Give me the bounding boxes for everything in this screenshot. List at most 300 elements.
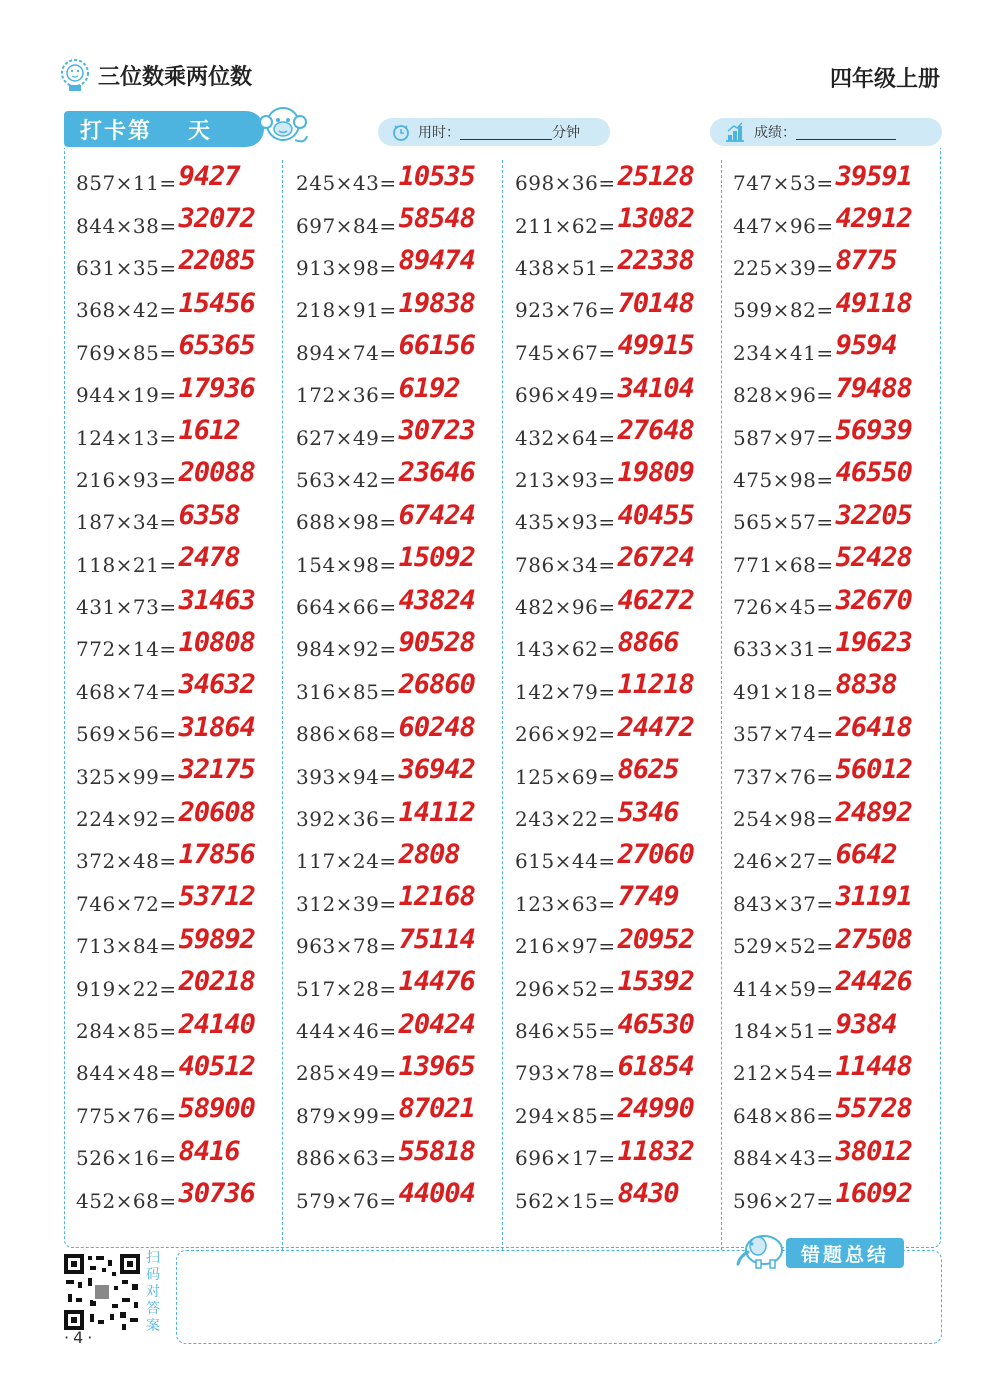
problem-row xyxy=(296,967,510,1009)
problem-row xyxy=(296,544,510,586)
problem-row xyxy=(76,840,290,882)
handwritten-answer[interactable]: 25128 xyxy=(617,160,694,192)
handwritten-answer[interactable]: 2478 xyxy=(178,542,240,574)
problem-expression: 124×13= xyxy=(76,425,177,450)
problem-expression: 599×82= xyxy=(733,298,834,323)
problem-expression: 211×62= xyxy=(515,213,616,238)
handwritten-answer[interactable]: 20952 xyxy=(617,923,694,955)
problem-row xyxy=(515,204,729,246)
problem-row xyxy=(296,1095,510,1137)
problem-row xyxy=(515,374,729,416)
handwritten-answer[interactable]: 58548 xyxy=(398,203,475,235)
problem-expression: 475×98= xyxy=(733,467,834,492)
handwritten-answer[interactable]: 32072 xyxy=(178,203,255,235)
problem-expression: 435×93= xyxy=(515,510,616,535)
problem-row xyxy=(76,332,290,374)
problem-row xyxy=(296,162,510,204)
handwritten-answer[interactable]: 31463 xyxy=(178,584,255,616)
problem-row xyxy=(76,501,290,543)
problem-row xyxy=(296,713,510,755)
handwritten-answer[interactable]: 13082 xyxy=(617,203,694,235)
handwritten-answer[interactable]: 32205 xyxy=(835,499,912,531)
lion-icon xyxy=(60,58,90,92)
problem-row xyxy=(515,840,729,882)
handwritten-answer[interactable]: 43824 xyxy=(398,584,475,616)
handwritten-answer[interactable]: 67424 xyxy=(398,499,475,531)
problem-expression: 444×46= xyxy=(296,1019,397,1043)
problem-row xyxy=(76,162,290,204)
handwritten-answer[interactable]: 15456 xyxy=(178,287,255,319)
handwritten-answer[interactable]: 30723 xyxy=(398,415,475,447)
handwritten-answer[interactable]: 14476 xyxy=(398,966,475,998)
handwritten-answer[interactable]: 11218 xyxy=(617,669,694,701)
problem-row xyxy=(733,544,947,586)
handwritten-answer[interactable]: 1612 xyxy=(178,415,240,447)
problem-expression: 118×21= xyxy=(76,552,177,577)
problem-expression: 857×11= xyxy=(76,171,177,196)
handwritten-answer[interactable]: 46550 xyxy=(835,457,912,489)
problem-expression: 526×16= xyxy=(76,1146,177,1171)
problem-row xyxy=(515,883,729,925)
handwritten-answer[interactable]: 31191 xyxy=(835,881,912,913)
handwritten-answer[interactable]: 26418 xyxy=(835,711,912,743)
problem-expression: 212×54= xyxy=(733,1061,834,1086)
problem-expression: 944×19= xyxy=(76,383,177,408)
problem-expression: 775×76= xyxy=(76,1103,177,1128)
handwritten-answer[interactable]: 26860 xyxy=(398,669,475,701)
problem-row xyxy=(515,1179,729,1221)
problem-row xyxy=(733,628,947,670)
handwritten-answer[interactable]: 55818 xyxy=(398,1135,475,1167)
handwritten-answer[interactable]: 8775 xyxy=(835,245,897,277)
handwritten-answer[interactable]: 27508 xyxy=(835,923,912,955)
problem-row xyxy=(296,628,510,670)
problem-column-3 xyxy=(515,162,729,1222)
checkin-banner xyxy=(64,111,264,147)
problem-expression: 569×56= xyxy=(76,722,177,747)
handwritten-answer[interactable]: 8625 xyxy=(617,754,679,786)
problem-row xyxy=(515,1137,729,1179)
handwritten-answer[interactable]: 15392 xyxy=(617,966,694,998)
handwritten-answer[interactable]: 10808 xyxy=(178,626,255,658)
handwritten-answer[interactable]: 40455 xyxy=(617,499,694,531)
problem-row xyxy=(515,798,729,840)
problem-row xyxy=(76,416,290,458)
handwritten-answer[interactable]: 26724 xyxy=(617,542,694,574)
problem-row xyxy=(76,1095,290,1137)
problem-expression: 565×57= xyxy=(733,510,834,535)
problem-expression: 884×43= xyxy=(733,1146,834,1171)
problem-expression: 357×74= xyxy=(733,722,834,747)
handwritten-answer[interactable]: 32175 xyxy=(178,754,255,786)
problem-expression: 698×36= xyxy=(515,171,616,196)
problem-row xyxy=(296,586,510,628)
problem-expression: 772×14= xyxy=(76,637,177,662)
problem-row xyxy=(733,1052,947,1094)
problem-expression: 187×34= xyxy=(76,510,177,535)
handwritten-answer[interactable]: 20218 xyxy=(178,966,255,998)
problem-expression: 846×55= xyxy=(515,1019,616,1043)
handwritten-answer[interactable]: 27648 xyxy=(617,415,694,447)
problem-row xyxy=(76,544,290,586)
score-field xyxy=(710,118,942,146)
handwritten-answer[interactable]: 6642 xyxy=(835,838,897,870)
handwritten-answer[interactable]: 24990 xyxy=(617,1093,694,1125)
problem-expression: 216×97= xyxy=(515,934,616,959)
problem-expression: 254×98= xyxy=(733,807,834,832)
problem-expression: 517×28= xyxy=(296,976,397,1001)
problem-expression: 296×52= xyxy=(515,976,616,1001)
problem-expression: 216×93= xyxy=(76,467,177,492)
problem-expression: 771×68= xyxy=(733,552,834,577)
score-input[interactable] xyxy=(796,125,896,140)
problem-expression: 562×15= xyxy=(515,1188,616,1213)
problem-expression: 154×98= xyxy=(296,552,397,577)
problem-row xyxy=(515,713,729,755)
problem-expression: 224×92= xyxy=(76,807,177,832)
problem-expression: 664×66= xyxy=(296,595,397,620)
problem-row xyxy=(296,247,510,289)
handwritten-answer[interactable]: 20608 xyxy=(178,796,255,828)
problem-row xyxy=(76,883,290,925)
handwritten-answer[interactable]: 58900 xyxy=(178,1093,255,1125)
problem-row xyxy=(296,204,510,246)
problem-row xyxy=(296,1010,510,1052)
problem-expression: 919×22= xyxy=(76,976,177,1001)
monkey-icon xyxy=(255,100,311,152)
problem-row xyxy=(515,162,729,204)
time-field xyxy=(378,118,610,146)
handwritten-answer[interactable]: 59892 xyxy=(178,923,255,955)
handwritten-answer[interactable]: 44004 xyxy=(398,1178,475,1210)
problem-column-4 xyxy=(733,162,947,1222)
problem-row xyxy=(515,416,729,458)
problem-expression: 225×39= xyxy=(733,255,834,280)
problem-row xyxy=(296,374,510,416)
problem-row xyxy=(515,586,729,628)
elephant-icon xyxy=(734,1230,788,1270)
handwritten-answer[interactable]: 49915 xyxy=(617,330,694,362)
problem-expression: 648×86= xyxy=(733,1103,834,1128)
page-number: ·4· xyxy=(64,1328,97,1347)
problem-row xyxy=(733,1137,947,1179)
problem-expression: 452×68= xyxy=(76,1188,177,1213)
handwritten-answer[interactable]: 8838 xyxy=(835,669,897,701)
problem-column-2 xyxy=(296,162,510,1222)
problem-expression: 828×96= xyxy=(733,383,834,408)
problem-row xyxy=(515,628,729,670)
problem-expression: 285×49= xyxy=(296,1061,397,1086)
time-unit: 分钟 xyxy=(552,125,580,141)
handwritten-answer[interactable]: 14112 xyxy=(398,796,475,828)
problem-row xyxy=(515,967,729,1009)
handwritten-answer[interactable]: 53712 xyxy=(178,881,255,913)
handwritten-answer[interactable]: 6358 xyxy=(178,499,240,531)
handwritten-answer[interactable]: 49118 xyxy=(835,287,912,319)
problem-row xyxy=(515,289,729,331)
problem-row xyxy=(296,883,510,925)
handwritten-answer[interactable]: 24140 xyxy=(178,1008,255,1040)
problem-row xyxy=(733,501,947,543)
problem-expression: 631×35= xyxy=(76,255,177,280)
handwritten-answer[interactable]: 46272 xyxy=(617,584,694,616)
problem-expression: 587×97= xyxy=(733,425,834,450)
problem-expression: 468×74= xyxy=(76,679,177,704)
handwritten-answer[interactable]: 66156 xyxy=(398,330,475,362)
handwritten-answer[interactable]: 70148 xyxy=(617,287,694,319)
mistake-summary-label: 错题总结 xyxy=(786,1238,904,1268)
problem-expression: 793×78= xyxy=(515,1061,616,1086)
problem-expression: 596×27= xyxy=(733,1188,834,1213)
handwritten-answer[interactable]: 9427 xyxy=(178,160,240,192)
clock-icon xyxy=(392,123,410,141)
problem-row xyxy=(515,671,729,713)
handwritten-answer[interactable]: 17856 xyxy=(178,838,255,870)
handwritten-answer[interactable]: 75114 xyxy=(398,923,475,955)
handwritten-answer[interactable]: 55728 xyxy=(835,1093,912,1125)
handwritten-answer[interactable]: 8866 xyxy=(617,626,679,658)
handwritten-answer[interactable]: 56012 xyxy=(835,754,912,786)
problem-row xyxy=(733,840,947,882)
problem-expression: 482×96= xyxy=(515,595,616,620)
problem-row xyxy=(76,459,290,501)
handwritten-answer[interactable]: 9384 xyxy=(835,1008,897,1040)
problem-row xyxy=(76,628,290,670)
problem-expression: 368×42= xyxy=(76,298,177,323)
handwritten-answer[interactable]: 65365 xyxy=(178,330,255,362)
qr-code[interactable] xyxy=(62,1252,142,1332)
checkin-prefix: 打卡第 xyxy=(80,118,153,144)
problem-expression: 117×24= xyxy=(296,849,397,874)
problem-row xyxy=(296,332,510,374)
problem-expression: 747×53= xyxy=(733,171,834,196)
problem-expression: 325×99= xyxy=(76,764,177,789)
problem-row xyxy=(515,544,729,586)
problem-row xyxy=(76,204,290,246)
problem-expression: 786×34= xyxy=(515,552,616,577)
problem-row xyxy=(733,374,947,416)
problem-expression: 963×78= xyxy=(296,934,397,959)
problem-expression: 886×68= xyxy=(296,722,397,747)
problem-row xyxy=(296,671,510,713)
problem-row xyxy=(515,1095,729,1137)
problem-row xyxy=(296,1052,510,1094)
handwritten-answer[interactable]: 11448 xyxy=(835,1050,912,1082)
handwritten-answer[interactable]: 38012 xyxy=(835,1135,912,1167)
handwritten-answer[interactable]: 22085 xyxy=(178,245,255,277)
handwritten-answer[interactable]: 24426 xyxy=(835,966,912,998)
problem-expression: 737×76= xyxy=(733,764,834,789)
handwritten-answer[interactable]: 17936 xyxy=(178,372,255,404)
problem-expression: 393×94= xyxy=(296,764,397,789)
time-input[interactable] xyxy=(460,125,552,140)
problem-expression: 696×17= xyxy=(515,1146,616,1171)
problem-row xyxy=(733,247,947,289)
problem-row xyxy=(296,798,510,840)
problem-row xyxy=(733,1010,947,1052)
problem-row xyxy=(76,289,290,331)
handwritten-answer[interactable]: 24472 xyxy=(617,711,694,743)
handwritten-answer[interactable]: 52428 xyxy=(835,542,912,574)
problem-expression: 392×36= xyxy=(296,807,397,832)
problem-row xyxy=(733,713,947,755)
problem-row xyxy=(733,332,947,374)
handwritten-answer[interactable]: 15092 xyxy=(398,542,475,574)
handwritten-answer[interactable]: 7749 xyxy=(617,881,679,913)
problem-expression: 284×85= xyxy=(76,1019,177,1043)
problem-expression: 125×69= xyxy=(515,764,616,789)
problem-row xyxy=(733,925,947,967)
handwritten-answer[interactable]: 32670 xyxy=(835,584,912,616)
problem-expression: 432×64= xyxy=(515,425,616,450)
problem-row xyxy=(76,1137,290,1179)
handwritten-answer[interactable]: 34104 xyxy=(617,372,694,404)
handwritten-answer[interactable]: 16092 xyxy=(835,1178,912,1210)
handwritten-answer[interactable]: 9594 xyxy=(835,330,897,362)
handwritten-answer[interactable]: 89474 xyxy=(398,245,475,277)
problem-expression: 726×45= xyxy=(733,595,834,620)
problem-row xyxy=(733,1095,947,1137)
problem-expression: 746×72= xyxy=(76,891,177,916)
problem-expression: 143×62= xyxy=(515,637,616,662)
problem-expression: 769×85= xyxy=(76,340,177,365)
handwritten-answer[interactable]: 19623 xyxy=(835,626,912,658)
chart-steps-icon xyxy=(724,121,746,143)
handwritten-answer[interactable]: 90528 xyxy=(398,626,475,658)
problem-row xyxy=(76,967,290,1009)
handwritten-answer[interactable]: 31864 xyxy=(178,711,255,743)
problem-row xyxy=(733,459,947,501)
problem-expression: 529×52= xyxy=(733,934,834,959)
problem-row xyxy=(76,374,290,416)
problem-row xyxy=(733,671,947,713)
handwritten-answer[interactable]: 10535 xyxy=(398,160,475,192)
handwritten-answer[interactable]: 27060 xyxy=(617,838,694,870)
handwritten-answer[interactable]: 5346 xyxy=(617,796,679,828)
checkin-suffix: 天 xyxy=(188,118,213,144)
problem-expression: 579×76= xyxy=(296,1188,397,1213)
problem-row xyxy=(515,247,729,289)
problem-expression: 844×38= xyxy=(76,213,177,238)
problem-expression: 696×49= xyxy=(515,383,616,408)
problem-expression: 213×93= xyxy=(515,467,616,492)
problem-expression: 234×41= xyxy=(733,340,834,365)
problem-expression: 688×98= xyxy=(296,510,397,535)
problem-row xyxy=(733,204,947,246)
problem-row xyxy=(733,1179,947,1221)
problem-column-1 xyxy=(76,162,290,1222)
handwritten-answer[interactable]: 19838 xyxy=(398,287,475,319)
handwritten-answer[interactable]: 40512 xyxy=(178,1050,255,1082)
handwritten-answer[interactable]: 42912 xyxy=(835,203,912,235)
problem-expression: 627×49= xyxy=(296,425,397,450)
problem-row xyxy=(296,501,510,543)
problem-row xyxy=(76,713,290,755)
handwritten-answer[interactable]: 87021 xyxy=(398,1093,475,1125)
problem-expression: 123×63= xyxy=(515,891,616,916)
scan-answer-hint: 扫码对答案 xyxy=(146,1250,160,1334)
problem-expression: 243×22= xyxy=(515,807,616,832)
problem-row xyxy=(296,925,510,967)
handwritten-answer[interactable]: 6192 xyxy=(398,372,460,404)
problem-row xyxy=(515,332,729,374)
handwritten-answer[interactable]: 23646 xyxy=(398,457,475,489)
handwritten-answer[interactable]: 20088 xyxy=(178,457,255,489)
handwritten-answer[interactable]: 30736 xyxy=(178,1178,255,1210)
problem-row xyxy=(733,967,947,1009)
problem-expression: 372×48= xyxy=(76,849,177,874)
problem-row xyxy=(515,755,729,797)
handwritten-answer[interactable]: 19809 xyxy=(617,457,694,489)
problem-row xyxy=(515,459,729,501)
problem-row xyxy=(733,883,947,925)
problem-expression: 414×59= xyxy=(733,976,834,1001)
handwritten-answer[interactable]: 8430 xyxy=(617,1178,679,1210)
problem-row xyxy=(296,840,510,882)
handwritten-answer[interactable]: 22338 xyxy=(617,245,694,277)
problem-row xyxy=(76,671,290,713)
handwritten-answer[interactable]: 34632 xyxy=(178,669,255,701)
problem-row xyxy=(76,1010,290,1052)
page-title: 三位数乘两位数 xyxy=(98,64,253,90)
problem-expression: 438×51= xyxy=(515,255,616,280)
handwritten-answer[interactable]: 8416 xyxy=(178,1135,240,1167)
problem-expression: 984×92= xyxy=(296,637,397,662)
problem-expression: 246×27= xyxy=(733,849,834,874)
problem-expression: 913×98= xyxy=(296,255,397,280)
handwritten-answer[interactable]: 11832 xyxy=(617,1135,694,1167)
problem-expression: 431×73= xyxy=(76,595,177,620)
problem-expression: 447×96= xyxy=(733,213,834,238)
problem-expression: 294×85= xyxy=(515,1103,616,1128)
score-label: 成绩： xyxy=(754,125,796,141)
handwritten-answer[interactable]: 20424 xyxy=(398,1008,475,1040)
problem-expression: 563×42= xyxy=(296,467,397,492)
handwritten-answer[interactable]: 56939 xyxy=(835,415,912,447)
handwritten-answer[interactable]: 13965 xyxy=(398,1050,475,1082)
problem-expression: 844×48= xyxy=(76,1061,177,1086)
handwritten-answer[interactable]: 12168 xyxy=(398,881,475,913)
problem-expression: 266×92= xyxy=(515,722,616,747)
handwritten-answer[interactable]: 60248 xyxy=(398,711,475,743)
problem-row xyxy=(733,586,947,628)
problem-expression: 312×39= xyxy=(296,891,397,916)
problem-row xyxy=(515,925,729,967)
problem-expression: 184×51= xyxy=(733,1019,834,1043)
problem-row xyxy=(76,247,290,289)
handwritten-answer[interactable]: 36942 xyxy=(398,754,475,786)
problem-row xyxy=(733,289,947,331)
problem-row xyxy=(296,755,510,797)
problem-expression: 245×43= xyxy=(296,171,397,196)
problem-row xyxy=(296,416,510,458)
handwritten-answer[interactable]: 61854 xyxy=(617,1050,694,1082)
handwritten-answer[interactable]: 39591 xyxy=(835,160,912,192)
problem-expression: 894×74= xyxy=(296,340,397,365)
problem-row xyxy=(296,459,510,501)
handwritten-answer[interactable]: 79488 xyxy=(835,372,912,404)
problem-row xyxy=(733,755,947,797)
problem-row xyxy=(296,1137,510,1179)
handwritten-answer[interactable]: 46530 xyxy=(617,1008,694,1040)
problem-row xyxy=(76,1179,290,1221)
handwritten-answer[interactable]: 24892 xyxy=(835,796,912,828)
problem-expression: 633×31= xyxy=(733,637,834,662)
problem-expression: 142×79= xyxy=(515,679,616,704)
handwritten-answer[interactable]: 2808 xyxy=(398,838,460,870)
problem-row xyxy=(76,925,290,967)
problem-row xyxy=(515,501,729,543)
